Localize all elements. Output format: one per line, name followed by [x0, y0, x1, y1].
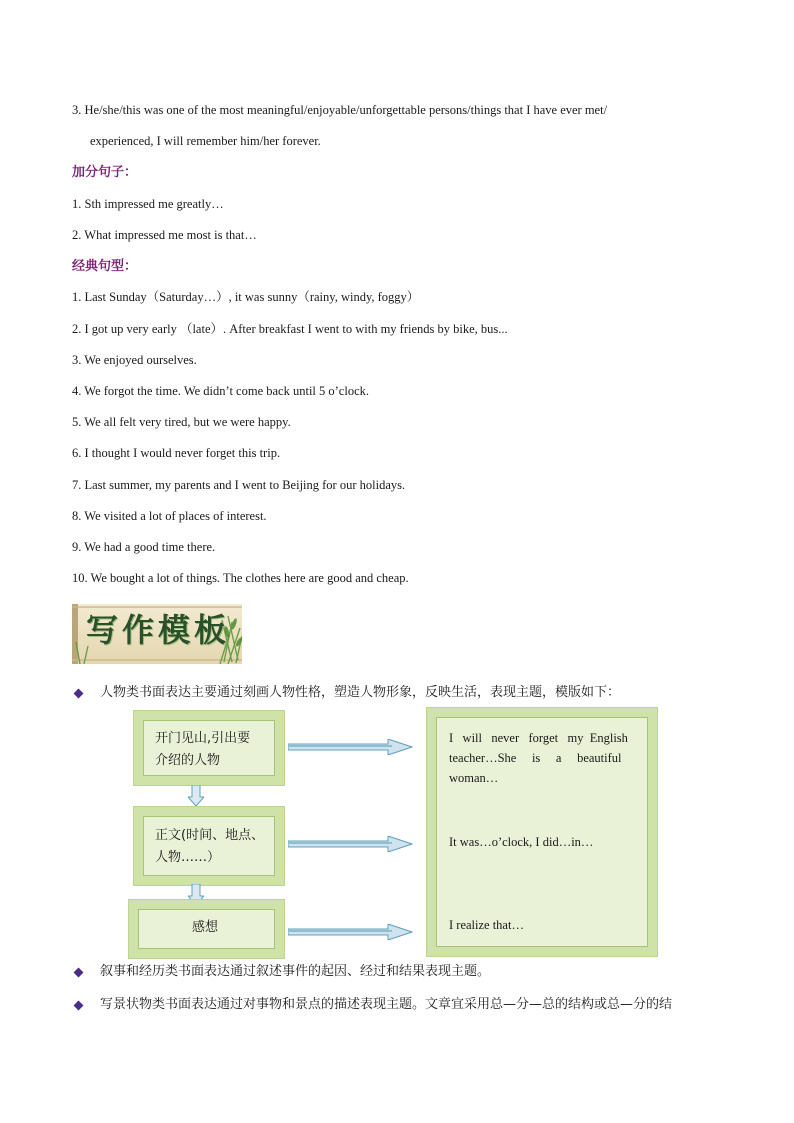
classic-item: 7. Last summer, my parents and I went to Beijing for our holidays. [72, 478, 406, 492]
example-text-line: teacher…She is a beautiful [449, 751, 622, 765]
classic-item: 6. I thought I would never forget this trip. [72, 446, 281, 460]
intro-line-2: experienced, I will remember him/her forever. [90, 134, 321, 148]
diagram-box-intro-line2: 介绍的人物 [155, 753, 221, 768]
bullet-text: 叙事和经历类书面表达通过叙述事件的起因、经过和结果表现主题。 [100, 964, 491, 979]
diagram-box-body-inner [143, 816, 275, 876]
down-arrow-icon [188, 785, 204, 807]
example-text-line: I will never forget my English [449, 731, 628, 745]
classic-item: 9. We had a good time there. [72, 540, 216, 554]
writing-template-banner [72, 602, 242, 666]
intro-line-1: 3. He/she/this was one of the most meaningful/enjoyable/unforgettable persons/things that I have ever met/ [72, 103, 608, 117]
diamond-bullet-icon [74, 1001, 84, 1011]
bonus-item: 2. What impressed me most is that… [72, 228, 257, 242]
diamond-bullet-icon [74, 968, 84, 978]
diagram-box-reflection-label: 感想 [192, 920, 219, 935]
diagram-box-intro-line1: 开门见山,引出要 [155, 731, 251, 746]
classic-item: 4. We forgot the time. We didn’t come back until 5 o’clock. [72, 384, 369, 398]
bonus-item: 1. Sth impressed me greatly… [72, 197, 224, 211]
diagram-box-body-line2: 人物……） [155, 850, 221, 865]
example-text-line: I realize that… [449, 918, 524, 932]
diamond-bullet-icon [74, 689, 84, 699]
example-text-line: It was…o’clock, I did…in… [449, 835, 594, 849]
classic-item: 1. Last Sunday（Saturday…）, it was sunny（rainy, windy, foggy） [72, 290, 420, 304]
classic-item: 10. We bought a lot of things. The clothes here are good and cheap. [72, 571, 409, 585]
example-text-line: woman… [449, 771, 499, 785]
bullet-text: 人物类书面表达主要通过刻画人物性格，塑造人物形象，反映生活，表现主题，模版如下： [100, 685, 621, 700]
bullet-text: 写景状物类书面表达通过对事物和景点的描述表现主题。文章宜采用总—分—总的结构或总—分的结 [100, 997, 673, 1012]
diagram-box-body-line1: 正文(时间、地点、 [155, 828, 265, 843]
right-arrow-icon [288, 739, 413, 755]
classic-item: 5. We all felt very tired, but we were happy. [72, 415, 291, 429]
banner-title: 写作模板 [86, 611, 231, 649]
classic-item: 8. We visited a lot of places of interest. [72, 509, 267, 523]
classic-heading: 经典句型： [72, 259, 138, 274]
classic-item: 2. I got up very early （late）. After breakfast I went to with my friends by bike, bus... [72, 322, 508, 336]
classic-item: 3. We enjoyed ourselves. [72, 353, 197, 367]
right-arrow-icon [288, 924, 413, 940]
right-arrow-icon [288, 836, 413, 852]
bonus-heading: 加分句子： [72, 165, 138, 180]
